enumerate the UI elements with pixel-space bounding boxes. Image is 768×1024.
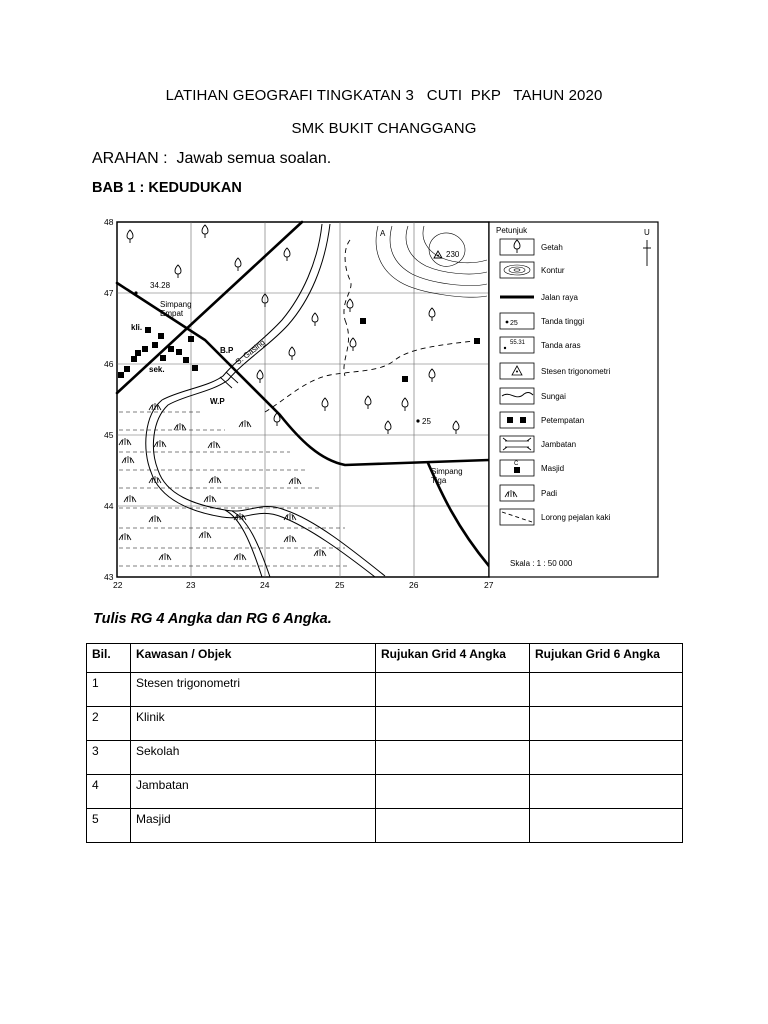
point-a-label: A [380,229,386,238]
svg-text:C: C [514,461,519,467]
legend-label: Tanda aras [541,341,581,350]
table-row [87,809,683,843]
place-label: Empat [160,309,184,318]
spot-height-marker [416,419,419,422]
answer-cell-rg4[interactable] [376,673,530,707]
easting-label: 22 [113,580,123,590]
row-item: Stesen trigonometri [131,673,376,707]
legend-label: Stesen trigonometri [541,367,611,376]
row-number: 3 [87,741,131,775]
svg-text:25: 25 [510,320,518,327]
row-item: Sekolah [131,741,376,775]
easting-label: 23 [186,580,196,590]
northing-label: 43 [104,572,114,582]
answer-cell-rg6[interactable] [530,707,683,741]
table-header-row [87,644,683,673]
school-label: sek. [149,365,165,374]
col-header-no: Bil. [87,644,131,673]
row-item: Klinik [131,707,376,741]
col-header-rg4: Rujukan Grid 4 Angka [376,644,530,673]
legend-label: Getah [541,243,563,252]
instruction: ARAHAN : Jawab semua soalan. [92,150,332,167]
northing-label: 45 [104,430,114,440]
school-name: SMK BUKIT CHANGGANG [291,120,477,137]
table-row [87,673,683,707]
answer-cell-rg6[interactable] [530,775,683,809]
spot-height-label: 25 [422,417,431,426]
legend-label: Jalan raya [541,293,578,302]
northing-label: 46 [104,359,114,369]
northing-label: 48 [104,217,114,227]
table-row [87,741,683,775]
legend-label: Masjid [541,464,565,473]
document-title: LATIHAN GEOGRAFI TINGKATAN 3 CUTI PKP TAHUN 2020 [165,87,603,104]
place-label: Simpang [431,467,463,476]
map-scale: Skala : 1 : 50 000 [510,559,573,568]
chapter-heading: BAB 1 : KEDUDUKAN [92,180,242,196]
row-number: 4 [87,775,131,809]
answer-cell-rg4[interactable] [376,775,530,809]
easting-label: 24 [260,580,270,590]
easting-label: 25 [335,580,345,590]
legend-box [489,222,658,577]
answer-cell-rg6[interactable] [530,673,683,707]
northing-label: 47 [104,288,114,298]
row-number: 5 [87,809,131,843]
col-header-item: Kawasan / Objek [131,644,376,673]
legend-label: Petempatan [541,416,585,425]
row-item: Masjid [131,809,376,843]
answer-cell-rg6[interactable] [530,741,683,775]
task-instruction: Tulis RG 4 Angka dan RG 6 Angka. [93,611,332,627]
map-frame [117,222,489,577]
spot-height-label: 34.28 [150,281,171,290]
north-label: U [644,228,650,237]
bp-label: B.P [220,346,234,355]
river-label: S. Gasing [233,337,267,367]
answer-cell-rg4[interactable] [376,809,530,843]
easting-label: 27 [484,580,494,590]
legend-label: Kontur [541,266,565,275]
spot-height-marker [134,291,137,294]
legend-label: Padi [541,489,558,498]
answer-cell-rg4[interactable] [376,741,530,775]
table-row [87,775,683,809]
place-label: Tiga [431,476,447,485]
legend-label: Tanda tinggi [541,317,585,326]
col-header-rg6: Rujukan Grid 6 Angka [530,644,683,673]
svg-text:55.31: 55.31 [510,340,526,346]
easting-label: 26 [409,580,419,590]
row-number: 2 [87,707,131,741]
legend-label: Lorong pejalan kaki [541,513,611,522]
wp-label: W.P [210,397,225,406]
answer-cell-rg6[interactable] [530,809,683,843]
row-number: 1 [87,673,131,707]
row-item: Jambatan [131,775,376,809]
legend-label: Jambatan [541,440,577,449]
answer-cell-rg4[interactable] [376,707,530,741]
topographic-map [82,210,662,595]
legend-title: Petunjuk [496,226,528,235]
table-row [87,707,683,741]
legend-label: Sungai [541,392,566,401]
trig-height-label: 230 [446,250,460,259]
place-label: Simpang [160,300,192,309]
clinic-label: kli. [131,323,143,332]
answer-table [86,643,683,843]
northing-label: 44 [104,501,114,511]
